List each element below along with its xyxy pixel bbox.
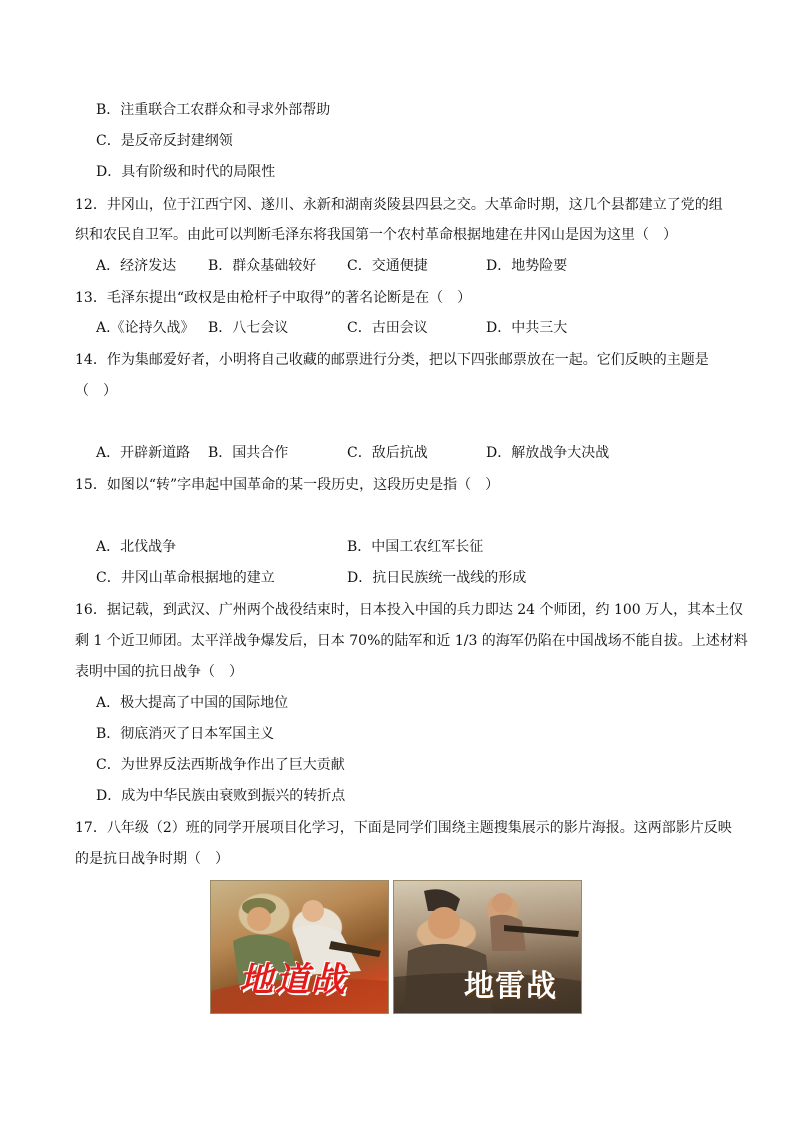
q13-option-c: C．古田会议 bbox=[347, 320, 428, 336]
q14-option-a: A．开辟新道路 bbox=[96, 445, 191, 461]
poster1-title: 地道战 bbox=[239, 960, 347, 1000]
poster2-title: 地雷战 bbox=[464, 969, 557, 1004]
q16-stem-line3: 表明中国的抗日战争（ ） bbox=[75, 664, 243, 680]
q15-option-a: A．北伐战争 bbox=[96, 539, 177, 555]
q12-stem-line2: 织和农民自卫军。由此可以判断毛泽东将我国第一个农村革命根据地建在井冈山是因为这里（ ） bbox=[75, 227, 677, 243]
q15-stem: 15．如图以“转”字串起中国革命的某一段历史，这段历史是指（ ） bbox=[75, 477, 500, 493]
q16-option-a: A．极大提高了中国的国际地位 bbox=[96, 695, 289, 711]
q13-option-d: D．中共三大 bbox=[486, 320, 568, 336]
q15-option-c: C．井冈山革命根据地的建立 bbox=[96, 570, 275, 586]
q16-option-c: C．为世界反法西斯战争作出了巨大贡献 bbox=[96, 757, 345, 773]
q15-option-b: B．中国工农红军长征 bbox=[347, 539, 484, 555]
q17-stem-line2: 的是抗日战争时期（ ） bbox=[75, 851, 229, 867]
q13-option-a: A.《论持久战》 bbox=[96, 320, 195, 336]
q13-option-b: B．八七会议 bbox=[208, 320, 289, 336]
q12-option-b: B．群众基础较好 bbox=[208, 258, 317, 274]
q14-stem-line1: 14．作为集邮爱好者，小明将自己收藏的邮票进行分类，把以下四张邮票放在一起。它们反映的主题是 bbox=[75, 352, 709, 368]
q11-option-b: B．注重联合工农群众和寻求外部帮助 bbox=[96, 102, 331, 118]
q11-option-d: D．具有阶级和时代的局限性 bbox=[96, 164, 276, 180]
poster-tunnel-warfare bbox=[210, 880, 389, 1014]
poster-mine-warfare bbox=[393, 880, 582, 1014]
q16-option-d: D．成为中华民族由衰败到振兴的转折点 bbox=[96, 788, 346, 804]
q14-option-c: C．敌后抗战 bbox=[347, 445, 428, 461]
q16-option-b: B．彻底消灭了日本军国主义 bbox=[96, 726, 275, 742]
q12-option-c: C．交通便捷 bbox=[347, 258, 428, 274]
q16-stem-line1: 16．据记载，到武汉、广州两个战役结束时，日本投入中国的兵力即达 24 个师团，约 100 万人，其本土仅 bbox=[75, 602, 744, 618]
q11-option-c: C．是反帝反封建纲领 bbox=[96, 133, 233, 149]
q12-option-d: D．地势险要 bbox=[486, 258, 568, 274]
q14-option-b: B．国共合作 bbox=[208, 445, 289, 461]
q15-option-d: D．抗日民族统一战线的形成 bbox=[347, 570, 527, 586]
q14-stem-line2: （ ） bbox=[75, 383, 117, 399]
q13-stem: 13．毛泽东提出“政权是由枪杆子中取得”的著名论断是在（ ） bbox=[75, 290, 472, 306]
q17-stem-line1: 17．八年级（2）班的同学开展项目化学习，下面是同学们围绕主题搜集展示的影片海报。这两部影片反映 bbox=[75, 820, 732, 836]
q16-stem-line2: 剩 1 个近卫师团。太平洋战争爆发后，日本 70%的陆军和近 1/3 的海军仍陷在中国战场不能自拔。上述材料 bbox=[75, 633, 748, 649]
q12-stem-line1: 12．井冈山，位于江西宁冈、遂川、永新和湖南炎陵县四县之交。大革命时期，这几个县都建立了党的组 bbox=[75, 197, 723, 213]
q12-option-a: A．经济发达 bbox=[96, 258, 177, 274]
q14-option-d: D．解放战争大决战 bbox=[486, 445, 610, 461]
